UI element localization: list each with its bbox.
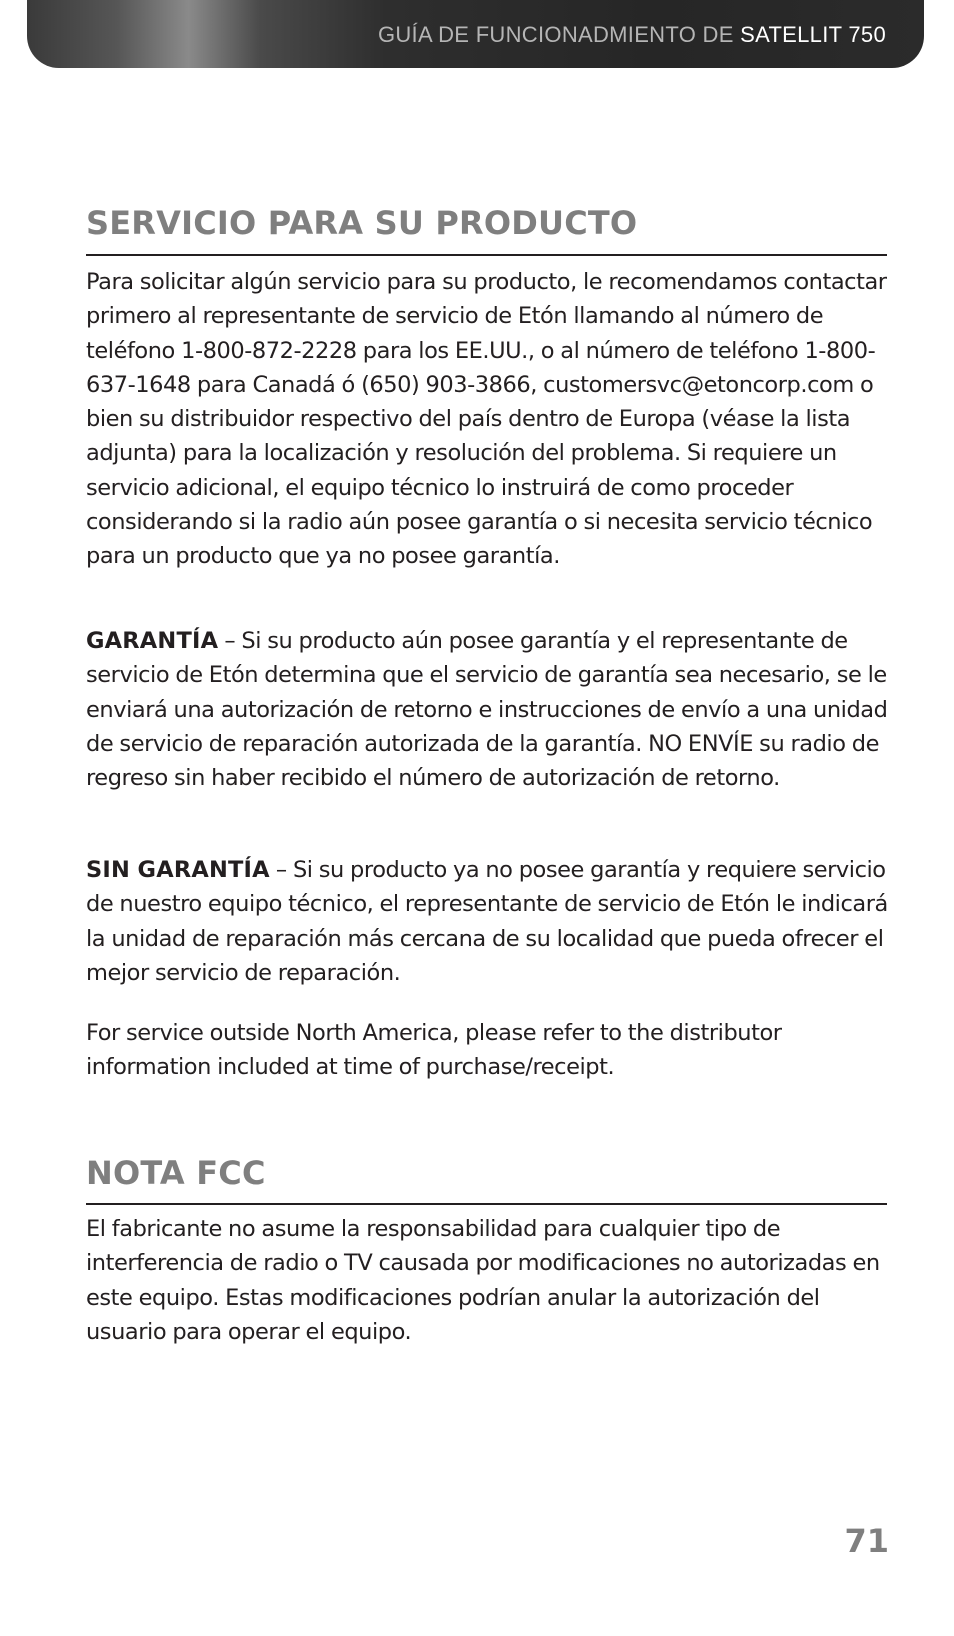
- fcc-section-title: NOTA FCC: [86, 1154, 266, 1192]
- guide-label: GUÍA DE FUNCIONADMIENTO DE: [377, 22, 734, 47]
- no-warranty-label: SIN GARANTÍA: [86, 857, 270, 883]
- product-model: SATELLIT 750: [740, 22, 886, 47]
- service-intro-paragraph: Para solicitar algún servicio para su producto, le recomendamos contactar primero al representante de servicio de Etón llamando al número de teléfono 1-800-872-2228 para los EE.UU., o al número de teléfono 1-800-637-1648 para Canadá ó (650) 903-3866, customersvc@etoncorp.com o bien su distribuidor respectivo del país dentro de Europa (véase la lista adjunta) para la localización y resolución del problema. Si requiere un servicio adicional, el equipo técnico lo instruirá de como proceder considerando si la radio aún posee garantía o si necesita servicio técnico para un producto que ya no posee garantía.: [86, 269, 887, 570]
- header-bar: [27, 0, 924, 68]
- no-warranty-paragraph: [86, 853, 896, 990]
- outside-north-america-paragraph: For service outside North America, please refer to the distributor information included at time of purchase/receipt.: [86, 1020, 782, 1081]
- warranty-text: – Si su producto aún posee garantía y el representante de servicio de Etón determina que el servicio de garantía sea necesario, se le enviará una autorización de retorno e instrucciones de envío a una unidad de servicio de reparación autorizada de la garantía. NO ENVÍE su radio de regreso sin haber recibido el número de autorización de retorno.: [86, 628, 888, 792]
- fcc-paragraph: El fabricante no asume la responsabilidad para cualquier tipo de interferencia de radio o TV causada por modificaciones no autorizadas en este equipo. Estas modificaciones podrían anular la autorización del usuario para operar el equipo.: [86, 1216, 880, 1345]
- page-number: 71: [844, 1522, 889, 1560]
- service-title-rule: [86, 254, 887, 256]
- warranty-label: GARANTÍA: [86, 628, 219, 654]
- fcc-title-rule: [86, 1203, 887, 1205]
- warranty-paragraph: [86, 624, 896, 795]
- no-warranty-text: – Si su producto ya no posee garantía y requiere servicio de nuestro equipo técnico, el representante de servicio de Etón le indicará la unidad de reparación más cercana de su localidad que pueda ofrecer el mejor servicio de reparación.: [86, 857, 888, 986]
- service-section-title: SERVICIO PARA SU PRODUCTO: [86, 204, 638, 242]
- running-header: [378, 22, 886, 48]
